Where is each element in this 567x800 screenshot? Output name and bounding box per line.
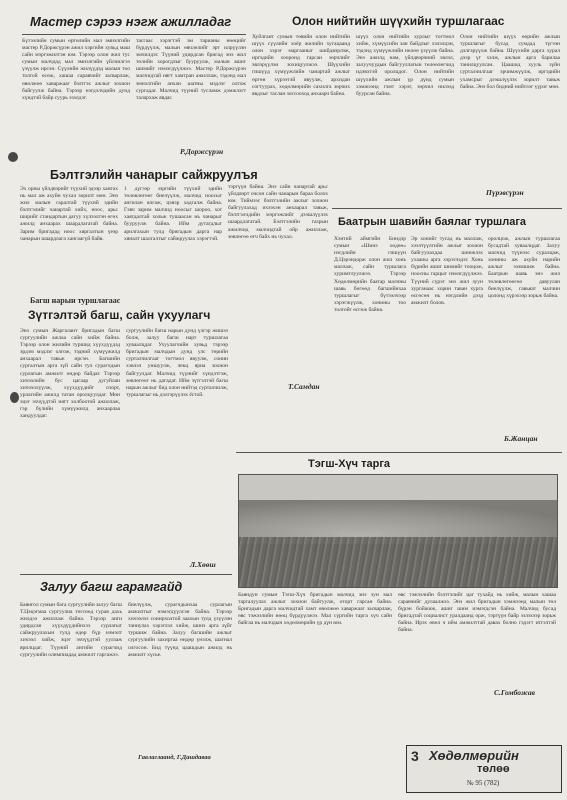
article-belteliin-col2: 1 дүгээр зэргийн түүхий эдийн төлөвлөгөөг биелүүлж, малчид ноосыг ангилан ялгаж, цэвэр хадгалж байна. Гэвч зарим малчид ноосыг шороо, хог хаягдалтай хольж тушаасан нь чанарыг бууруулж байна. Ийм дутагдлыг арилгахын тулд бригадын дарга нар хяналт шалгалтыг сайжруулах хэрэгтэй. bbox=[124, 186, 222, 242]
article-tegsh-col1: Баяндун сумын Тэгш-Хүч бригадын малчид энэ зун мал таргалуулах ажлыг зохион байгуулж, оторт гарсан байна. Бригадын дарга малчидтай хамт өвөлжөө хаваржааг засварлаж, өвс тэжээлийн нөөц бүрдүүлжээ. Мал сүргийн тарга хүч сайн байгаа нь малчдын хөдөлмөрийн үр дүн юм. bbox=[238, 592, 392, 627]
byline-master: Р.Доржсүрэн bbox=[180, 147, 224, 156]
byline-tegsh: С.Гомбожав bbox=[494, 688, 535, 697]
headline-zaluu: Залуу багш гарамгайд bbox=[40, 580, 183, 594]
article-zutgeltei bbox=[20, 292, 230, 574]
pasture-photo bbox=[238, 474, 558, 588]
masthead bbox=[406, 745, 562, 793]
issue-number: № 95 (782) bbox=[467, 779, 500, 787]
page-number: 3 bbox=[411, 748, 419, 764]
article-zaluu-col2: биелүүлж, сурагчдынхаа сурлагын амжилтыг нэмэгдүүлсэн байна. Тэрээр хичээлээ сонирхолтой заахын тулд үзүүлэн таниулах хэрэглэл хийж, шинэ арга зүйг туршиж байна. Залуу багшийн ажлыг сургуулийн захиргаа өндөр үнэлж, шагнал олгосон. Бид түүнд цаашдын ажилд нь амжилт хүсье. bbox=[128, 602, 232, 658]
divider bbox=[332, 208, 562, 209]
byline-zaluu: Гавлаглаанд, Г.Дашдаваа bbox=[138, 754, 211, 761]
article-belteliin-col3: тэргүүн байна. Энэ сайн чанартай арьс үйлдвэрт очсон сайн чанарын бараа болох юм. Тиймээс бэлтгэлийн ажлыг зохион байгуулахад ихээхэн анхаарал тавьж, бэлтгэлчдийн мэргэжлийг дээшлүүлэх шаардлагатай. Бэлтгэлийн газрын ажилчид малчидтай ойр ажиллаж, зөвлөгөө өгч байх нь чухал. bbox=[228, 184, 328, 240]
article-baatriin-col1: Хэнтий аймгийн Биндэр сумын «Шинэ хөдөө» нэгдлийн гишүүн Д.Цэрэндорж олон жил хонь маллаж, сайн туршлага хуримтлуулжээ. Тэрээр Хөдөлмөрийн баатар малчны шавь бөгөөд багшийнхаа туршлагыг бүтээлчээр хэрэгжүүлж, хонины тоо толгойг өсгөж байна. bbox=[334, 236, 406, 313]
article-olon-col1: Хуйлгант сумын төвийн олон нийтийн шүүх сүүлийн хоёр жилийн хугацаанд олон хэрэг маргааныг шийдвэрлэж, иргэдийн хооронд гарсан зөрчлийг эвлэрүүлэн зохицуулжээ. Шүүхийн гишүүд хүмүүжлийн чанартай ажлыг өргөн хүрээтэй явуулж, архидан согтуурах, хөдөлмөрийн сахилга зөрчих явдлыг таслан зогсооход анхаарч байна. bbox=[252, 34, 350, 97]
article-baatriin bbox=[332, 208, 562, 448]
article-tegsh bbox=[236, 452, 562, 742]
article-master bbox=[20, 6, 248, 160]
headline-tegsh: Тэгш-Хүч тарга bbox=[308, 458, 391, 470]
ink-stain bbox=[10, 392, 19, 403]
article-olon-col3: Олон нийтийн шүүх өөрийн ажлын туршлагыг бусад сумдад түгээн дэлгэрүүлж байна. Шүүхийн дарга хурал дээр үг хэлж, ажлын арга барилаа танилцуулсан. Цаашид хууль зүйн сурталчилгааг эрчимжүүлж, иргэдийн ухамсрыг дээшлүүлэх зорилт тавьж байна. Энэ бол бидний нийтлэг үүрэг мөн. bbox=[460, 34, 560, 90]
article-belteliin-col1: Эх орны үйлдвэрийг түүхий эдээр хангах нь мал аж ахуйн чухал зорилт мөн. Энэ жил малын гаралтай түүхий эдийн бэлтгэлийг чанартай хийх, ноос, арьс ширийг стандартын дагуу хүлээлгэн өгөх ажилд анхаарах шаардлагатай байна. Зарим бригадад ноос хяргалтын үеэр чанарын шаардлага хангаагүй байв. bbox=[20, 186, 118, 242]
masthead-title-line1: Хөдөлмөрийн bbox=[429, 748, 519, 763]
article-baatriin-col2: Эр хонийг тусад нь маллаж, хээлтүүлгийн ажлыг зохион байгуулахдаа шинжлэх ухааны арга хэрэглэдэг. Хонь бүрийн ашиг шимийг тооцож, ноосны гарцыг нэмэгдүүлжээ. Түүний сүрэг энэ жил зуун хурганаас хорин таван хурга өсгөсөн нь нэгдлийн дээд амжилт болов. bbox=[411, 236, 483, 306]
article-master-col2: тасгаас хэрэгтэй эм тарианы нөөцийг бүрдүүлж, малын өвчлөлийг эрт илрүүлэн эмчилдэг. Түүний удирдсан бригад энэ жил төлийн хорогдлыг бууруулж, малын ашиг шимийг нэмэгдүүлжээ. Мастер Р.Доржсүрэн малчидтай нягт хамтран ажиллаж, тэдэнд мал эмнэлгийн анхан шатны мэдлэг олгож сургадаг. Малчид түүний тусламж дэмжлэгт талархаж явдаг. bbox=[136, 38, 246, 101]
byline-baatriin: Б.Жанцан bbox=[504, 434, 538, 443]
article-zutgeltei-col2: сургуулийн багш нарын дунд үлгэр жишээ болж, залуу багш нарт туршлагаа хуваалцдаг. Ухуулагчийн хувьд тэрээр бригадын малчдын дунд улс төрийн сурталчилгааг тогтмол явуулж, сонин хэвлэл уншуулж, лекц яриа зохион байгуулдаг. Малчид түүнийг хүндэтгэж, зөвлөгөөг нь дагадаг. Ийм зүтгэлтэй багш нарын ажлыг бид олон нийтэд сурталчилж, туршлагыг нь дэлгэрүүлэх ёстой. bbox=[126, 328, 228, 398]
headline-olon: Олон нийтийн шүүхийн туршлагаас bbox=[292, 14, 505, 28]
article-zaluu bbox=[20, 574, 234, 796]
divider bbox=[236, 452, 562, 453]
divider bbox=[22, 34, 246, 35]
byline-belteliin: Т.Самдан bbox=[288, 382, 320, 391]
headline-baatriin: Баатрын шавийн баялаг туршлага bbox=[338, 216, 527, 228]
byline-zutgeltei: Л.Хөөш bbox=[190, 560, 216, 569]
divider bbox=[20, 574, 232, 575]
headline-master: Мастер сэрээ нэгж ажилладаг bbox=[30, 14, 232, 29]
kicker-zutgeltei: Багш нарын туршлагаас bbox=[30, 296, 121, 305]
ink-stain bbox=[8, 152, 18, 162]
headline-belteliin: Бэлтгэлийн чанарыг сайжруулъя bbox=[50, 168, 258, 182]
article-baatriin-col3: оролцож, ажлын туршлагаа бусадтай хуваалцдаг. Залуу малчид түүнээс суралцаж, хонины аж ахуйн нарийн ажлыг эзэмшиж байна. Баатрын шавь энэ жил төлөвлөгөөгөө давуулан биелүүлж, гавьяат малчин цолонд хүрэхээр зорьж байна. bbox=[488, 236, 560, 299]
article-zutgeltei-col1: Энэ сумын Жаргалант бригадын багш сургуулийн ажлаа сайн хийж байна. Тэрээр олон жилийн туршид хүүхдүүдэд эрдэм мэдлэг олгож, тэдний хүмүүжилд анхаарал тавьж ирсэн. Багшийн сургалтын арга зүй сайн тул сурагчдын сурлагын амжилт өндөр байдаг. Тэрээр хичээлийн бус цагаар дугуйлан хичээллүүлж, хүүхдүүдийг спорт, урлагийн ажилд татан оролцуулдаг. Мөн эцэг эхчүүдтэй нягт холбоотой ажиллаж, гэр бүлийн хүмүүжилд анхаарлаа хандуулдаг. bbox=[20, 328, 120, 420]
article-tegsh-col2: өвс тэжээлийн бэлтгэлийг цаг тухайд нь хийж, малын хашаа саравчийг дулаалжээ. Энэ жил бригадын хэмжээнд малын төл бүрэн бойжиж, ашиг шим нэмэгдсэн байна. Малчид бусад бригадтай социалист уралдаанд орж, тэргүүн байр эзлэхээр зорьж байна. Ирэх өвөл ч ийм амжилттай давах болно гэдэгт итгэлтэй байна. bbox=[398, 592, 556, 634]
article-olon-col2: шүүх олон нийтийн хурлыг тогтмол хийж, хүмүүсийн зан байдлыг хэлэлцэн, тэдэнд хүмүүжлийн нөлөө үзүүлж байна. Энэ ажилд нам, үйлдвэрчний эвлэл, залуучуудын байгууллагын төлөөлөгчид идэвхтэй оролцдог. Олон нийтийн шүүхийн ажлын үр дүнд сумын хэмжээнд гэмт хэрэг, зөрчил нилээд буурсан байна. bbox=[356, 34, 454, 97]
masthead-title-line2: төлөө bbox=[477, 763, 510, 775]
headline-zutgeltei: Зүтгэлтэй багш, сайн үхуулагч bbox=[28, 308, 211, 322]
article-zaluu-col1: Баянгол сумын бага сургуулийн залуу багш Т.Цэцэгмаа сургуулиа төгсөөд гурав дахь жилдээ ажиллаж байна. Тэрээр анги удирдсан хүүхдүүдийнхээ сурлагыг сайжруулахын тулд өдөр бүр нэмэлт хичээл хийж, эцэг эхчүүдтэй уулзаж ярилцдаг. Түүний ангийн сурагчид сургуулийн олимпиадад амжилт гаргажээ. bbox=[20, 602, 122, 658]
byline-olon: Пүрэвсүрэн bbox=[486, 188, 524, 197]
article-master-col1: Бүтээлийн сумын өртөлийн мал эмнэлгийн мастер Р.Доржсүрэн ажил хэргийн хувьд маш сайн мэргэжилтэн юм. Тэрээр олон жил тус сумын малчдад мал эмнэлгийн үйлчилгээ үзүүлж ирсэн. Сүүлийн жилүүдэд малын тоо толгой өсөж, хашаа саравчийг засварлаж, өвөлжөө хаваржааг бэлтгэх ажлыг зохион байгуулж байна. Тэрээр нэгдэлчдийн дунд хүндтэй байр суурь эзэлдэг. bbox=[22, 38, 130, 101]
